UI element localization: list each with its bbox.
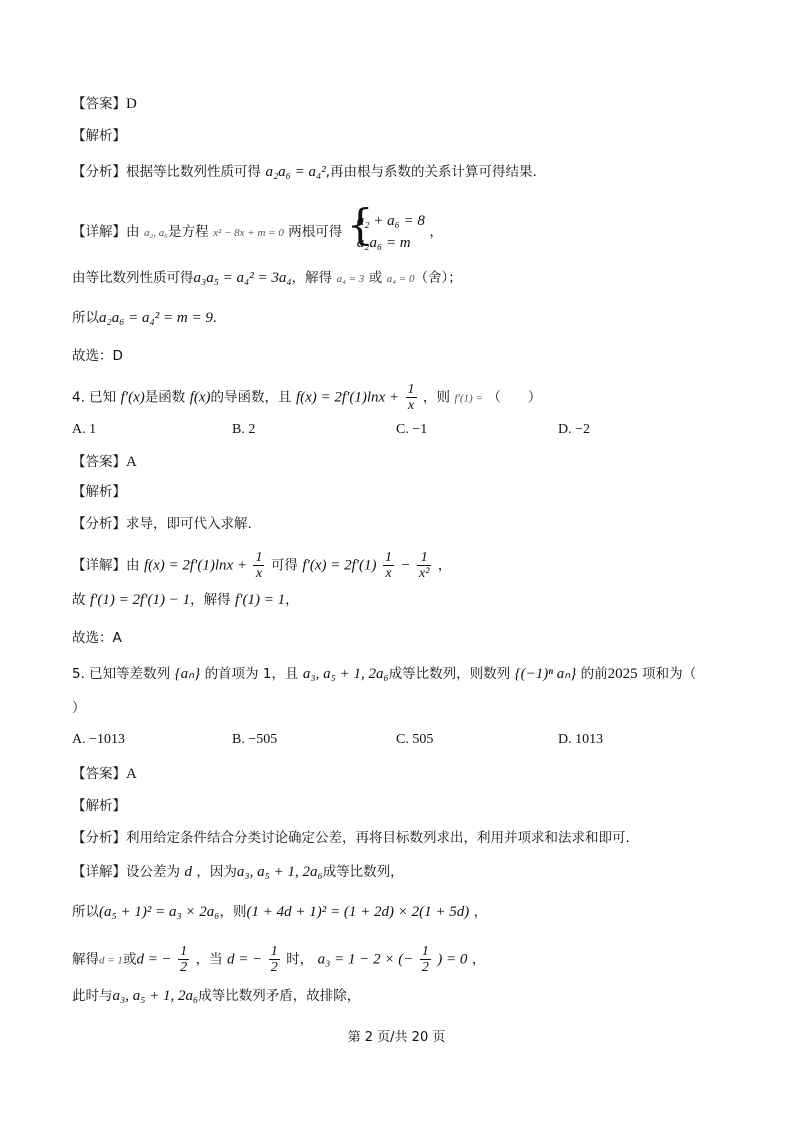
text: ，解得 — [291, 270, 333, 286]
question-number: 5. 已知等差数列 — [72, 666, 171, 682]
fenxi-text: 求导，即可代入求解. — [126, 516, 252, 532]
question-number: 4. 已知 — [72, 389, 117, 406]
denominator: x² — [419, 566, 430, 581]
q3-xiangjie-line — [72, 200, 443, 254]
math-expression: a₃ = 1 − 2 × (− — [317, 951, 414, 968]
analysis-tag: 【解析】 — [72, 798, 126, 814]
numerator: 1 — [385, 550, 393, 565]
denominator: 2 — [270, 960, 278, 975]
numerator: 1 — [270, 944, 278, 959]
punctuation: ， — [285, 592, 299, 608]
math-expression: f(x) = 2f′(1)lnx + — [143, 557, 248, 574]
text: 或 — [368, 270, 383, 286]
answer-value: A — [126, 766, 137, 782]
option-label: B. — [232, 732, 245, 747]
numerator: 1 — [407, 382, 415, 397]
text: ，则 — [219, 904, 247, 920]
xiangjie-tag: 【详解】 — [72, 224, 126, 240]
text: 设公差为 — [126, 864, 180, 880]
text: ，因为 — [196, 864, 237, 880]
option-value: −1013 — [89, 732, 126, 747]
option-d — [558, 422, 590, 438]
text: 由 — [126, 557, 140, 574]
text: 此时与 — [72, 988, 113, 1004]
fenxi-text: 利用给定条件结合分类讨论确定公差，再将目标数列求出，利用并项求和法求和即可. — [126, 830, 630, 846]
option-label: C. — [396, 732, 409, 747]
answer-tag: 【答案】 — [72, 96, 126, 112]
text: 由等比数列性质可得 — [72, 270, 194, 286]
q5-stem-continued — [72, 698, 86, 718]
text: ，当 — [195, 951, 223, 968]
fenxi-tag: 【分析】 — [72, 830, 126, 846]
math-expression: a₃, a₅ + 1, 2a₆ — [236, 864, 323, 880]
option-value: 1 — [89, 422, 97, 437]
punctuation: ， — [437, 557, 452, 574]
math-expression: {aₙ} — [174, 666, 201, 682]
math-expression: f′(1) = 1 — [235, 592, 286, 608]
q3-answer-line — [72, 94, 137, 114]
math-expression: a₄ = 0 — [386, 273, 415, 285]
q5-fenxi-line — [72, 828, 630, 848]
q3-result-line — [72, 308, 217, 328]
math-expression: ) = 0 — [437, 951, 468, 968]
text: ，解得 — [190, 592, 231, 608]
answer-value: D — [126, 96, 137, 112]
xiangjie-text: 是方程 — [168, 224, 209, 240]
q3-analysis-line — [72, 126, 126, 146]
xiangjie-tag: 【详解】 — [72, 864, 126, 880]
q5-answer-line — [72, 764, 137, 784]
q5-equation-line — [72, 902, 487, 922]
option-label: B. — [232, 422, 245, 437]
xiangjie-text: 由 — [126, 224, 140, 240]
option-label: A. — [72, 732, 86, 747]
math-expression: d = − — [227, 951, 263, 968]
punctuation: ， — [473, 904, 488, 920]
q3-fenxi-line — [72, 162, 537, 182]
q4-analysis-line — [72, 482, 126, 502]
q4-xiangjie-line — [72, 550, 451, 581]
q4-stem — [72, 382, 541, 413]
math-expression: d = 1 — [99, 954, 123, 967]
option-value: −505 — [248, 732, 278, 747]
analysis-tag: 【解析】 — [72, 484, 126, 500]
fenxi-text: ,再由根与系数的关系计算可得结果. — [325, 164, 537, 180]
text: 成等比数列，则数列 — [388, 666, 511, 682]
math-expression: f′(x) — [120, 389, 145, 406]
q5-xiangjie-line — [72, 862, 404, 882]
xiangjie-tag: 【详解】 — [72, 557, 126, 574]
text: 故 — [72, 592, 86, 608]
denominator: 2 — [180, 960, 188, 975]
text: 的导函数，且 — [210, 389, 292, 406]
math-expression: 2025 — [607, 666, 638, 682]
text: 或 — [122, 951, 137, 968]
denominator: x — [255, 566, 263, 581]
math-expression: a₃, a₅ + 1, 2a₆ — [302, 666, 389, 682]
math-expression: a₄ = 3 — [336, 273, 365, 285]
page-number: 第 2 页/共 20 页 — [347, 1030, 446, 1045]
fraction — [269, 944, 280, 975]
denominator: x — [385, 566, 392, 581]
q4-choice-line — [72, 628, 122, 648]
fraction — [420, 944, 431, 975]
text: 是函数 — [144, 389, 186, 406]
fenxi-tag: 【分析】 — [72, 164, 126, 180]
math-expression: a₃, a₅ + 1, 2a₆ — [112, 988, 199, 1004]
q3-derivation-line — [72, 268, 462, 289]
fenxi-tag: 【分析】 — [72, 516, 126, 532]
math-expression: {(−1)ⁿ aₙ} — [514, 666, 577, 682]
math-expression: x² − 8x + m = 0 — [213, 227, 284, 239]
numerator: 1 — [180, 944, 188, 959]
text: 解得 — [72, 951, 99, 968]
q5-solution-line — [72, 944, 485, 975]
option-a — [72, 422, 96, 438]
answer-tag: 【答案】 — [72, 766, 126, 782]
math-expression: d — [184, 864, 192, 880]
option-label: C. — [396, 422, 409, 437]
fraction — [253, 550, 264, 581]
answer-tag: 【答案】 — [72, 454, 126, 470]
option-value: −2 — [575, 422, 591, 437]
punctuation: . — [212, 310, 217, 326]
fraction — [417, 550, 431, 581]
math-expression: f(x) = 2f′(1)lnx + — [295, 389, 400, 406]
fraction — [178, 944, 189, 975]
answer-blank: （ ） — [487, 389, 542, 406]
math-expression: (a₅ + 1)² = a₃ × 2a₆ — [99, 904, 220, 920]
option-d — [558, 732, 603, 748]
text: 所以 — [72, 904, 99, 920]
left-brace-icon: { — [346, 200, 374, 249]
math-operator: − — [400, 557, 411, 574]
choice-text: 故选：D — [72, 348, 123, 364]
system-row: a₂a₆ = m — [356, 235, 411, 251]
q5-conclusion-line — [72, 986, 360, 1006]
q5-stem — [72, 664, 696, 684]
text: 的前 — [580, 666, 608, 682]
choice-text: 故选：A — [72, 630, 122, 646]
math-expression: f′(1) = 2f′(1) − 1 — [89, 592, 191, 608]
math-expression: a₃a₅ = a₄² = 3a₄ — [193, 270, 292, 286]
option-a — [72, 732, 125, 748]
option-label: A. — [72, 422, 86, 437]
option-b — [232, 732, 277, 748]
option-c — [396, 732, 433, 748]
text: 可得 — [270, 557, 298, 574]
math-expression: f′(x) = 2f′(1) — [302, 557, 377, 574]
math-expression: a₂a₆ = a₄² — [265, 164, 326, 180]
text: （舍）； — [414, 270, 462, 286]
answer-value: A — [126, 454, 137, 470]
equation-system — [346, 200, 425, 254]
numerator: 1 — [417, 550, 431, 566]
option-value: 2 — [248, 422, 256, 437]
punctuation: ， — [471, 951, 486, 968]
analysis-tag: 【解析】 — [72, 128, 126, 144]
system-row: a₂ + a₆ = 8 — [356, 213, 425, 229]
q4-fenxi-line — [72, 514, 252, 534]
text: 所以 — [72, 310, 99, 326]
option-label: D. — [558, 422, 572, 437]
q4-derivation-line — [72, 590, 299, 610]
text: 成等比数列矛盾，故排除， — [198, 988, 361, 1004]
q4-answer-line — [72, 452, 137, 472]
text: 时， — [286, 951, 314, 968]
math-expression: a₂a₆ = a₄² = m = 9 — [99, 310, 213, 326]
answer-blank: ） — [72, 700, 86, 716]
fraction — [383, 550, 394, 581]
math-expression: a₂, a₆ — [143, 227, 169, 239]
math-expression: d = − — [136, 951, 172, 968]
numerator: 1 — [255, 550, 263, 565]
option-b — [232, 422, 255, 438]
option-value: −1 — [412, 422, 428, 437]
text: ，则 — [422, 389, 450, 406]
denominator: 2 — [421, 960, 429, 975]
denominator: x — [407, 398, 415, 413]
text: 项和为（ — [642, 666, 697, 682]
fenxi-text: 根据等比数列性质可得 — [126, 164, 261, 180]
page-footer — [0, 1026, 793, 1045]
numerator: 1 — [421, 944, 429, 959]
math-expression: (1 + 4d + 1)² = (1 + 2d) × 2(1 + 5d) — [246, 904, 470, 920]
option-value: 505 — [412, 732, 434, 747]
math-expression: f(x) — [189, 389, 211, 406]
q3-choice-line — [72, 346, 123, 366]
punctuation: ， — [429, 224, 443, 240]
fraction — [406, 382, 417, 413]
text: 的首项为 1，且 — [204, 666, 299, 682]
option-value: 1013 — [575, 732, 604, 747]
xiangjie-text: 两根可得 — [288, 224, 343, 240]
math-expression: f′(1) = — [454, 392, 483, 405]
q5-analysis-line — [72, 796, 126, 816]
option-c — [396, 422, 427, 438]
option-label: D. — [558, 732, 572, 747]
text: 成等比数列， — [322, 864, 404, 880]
